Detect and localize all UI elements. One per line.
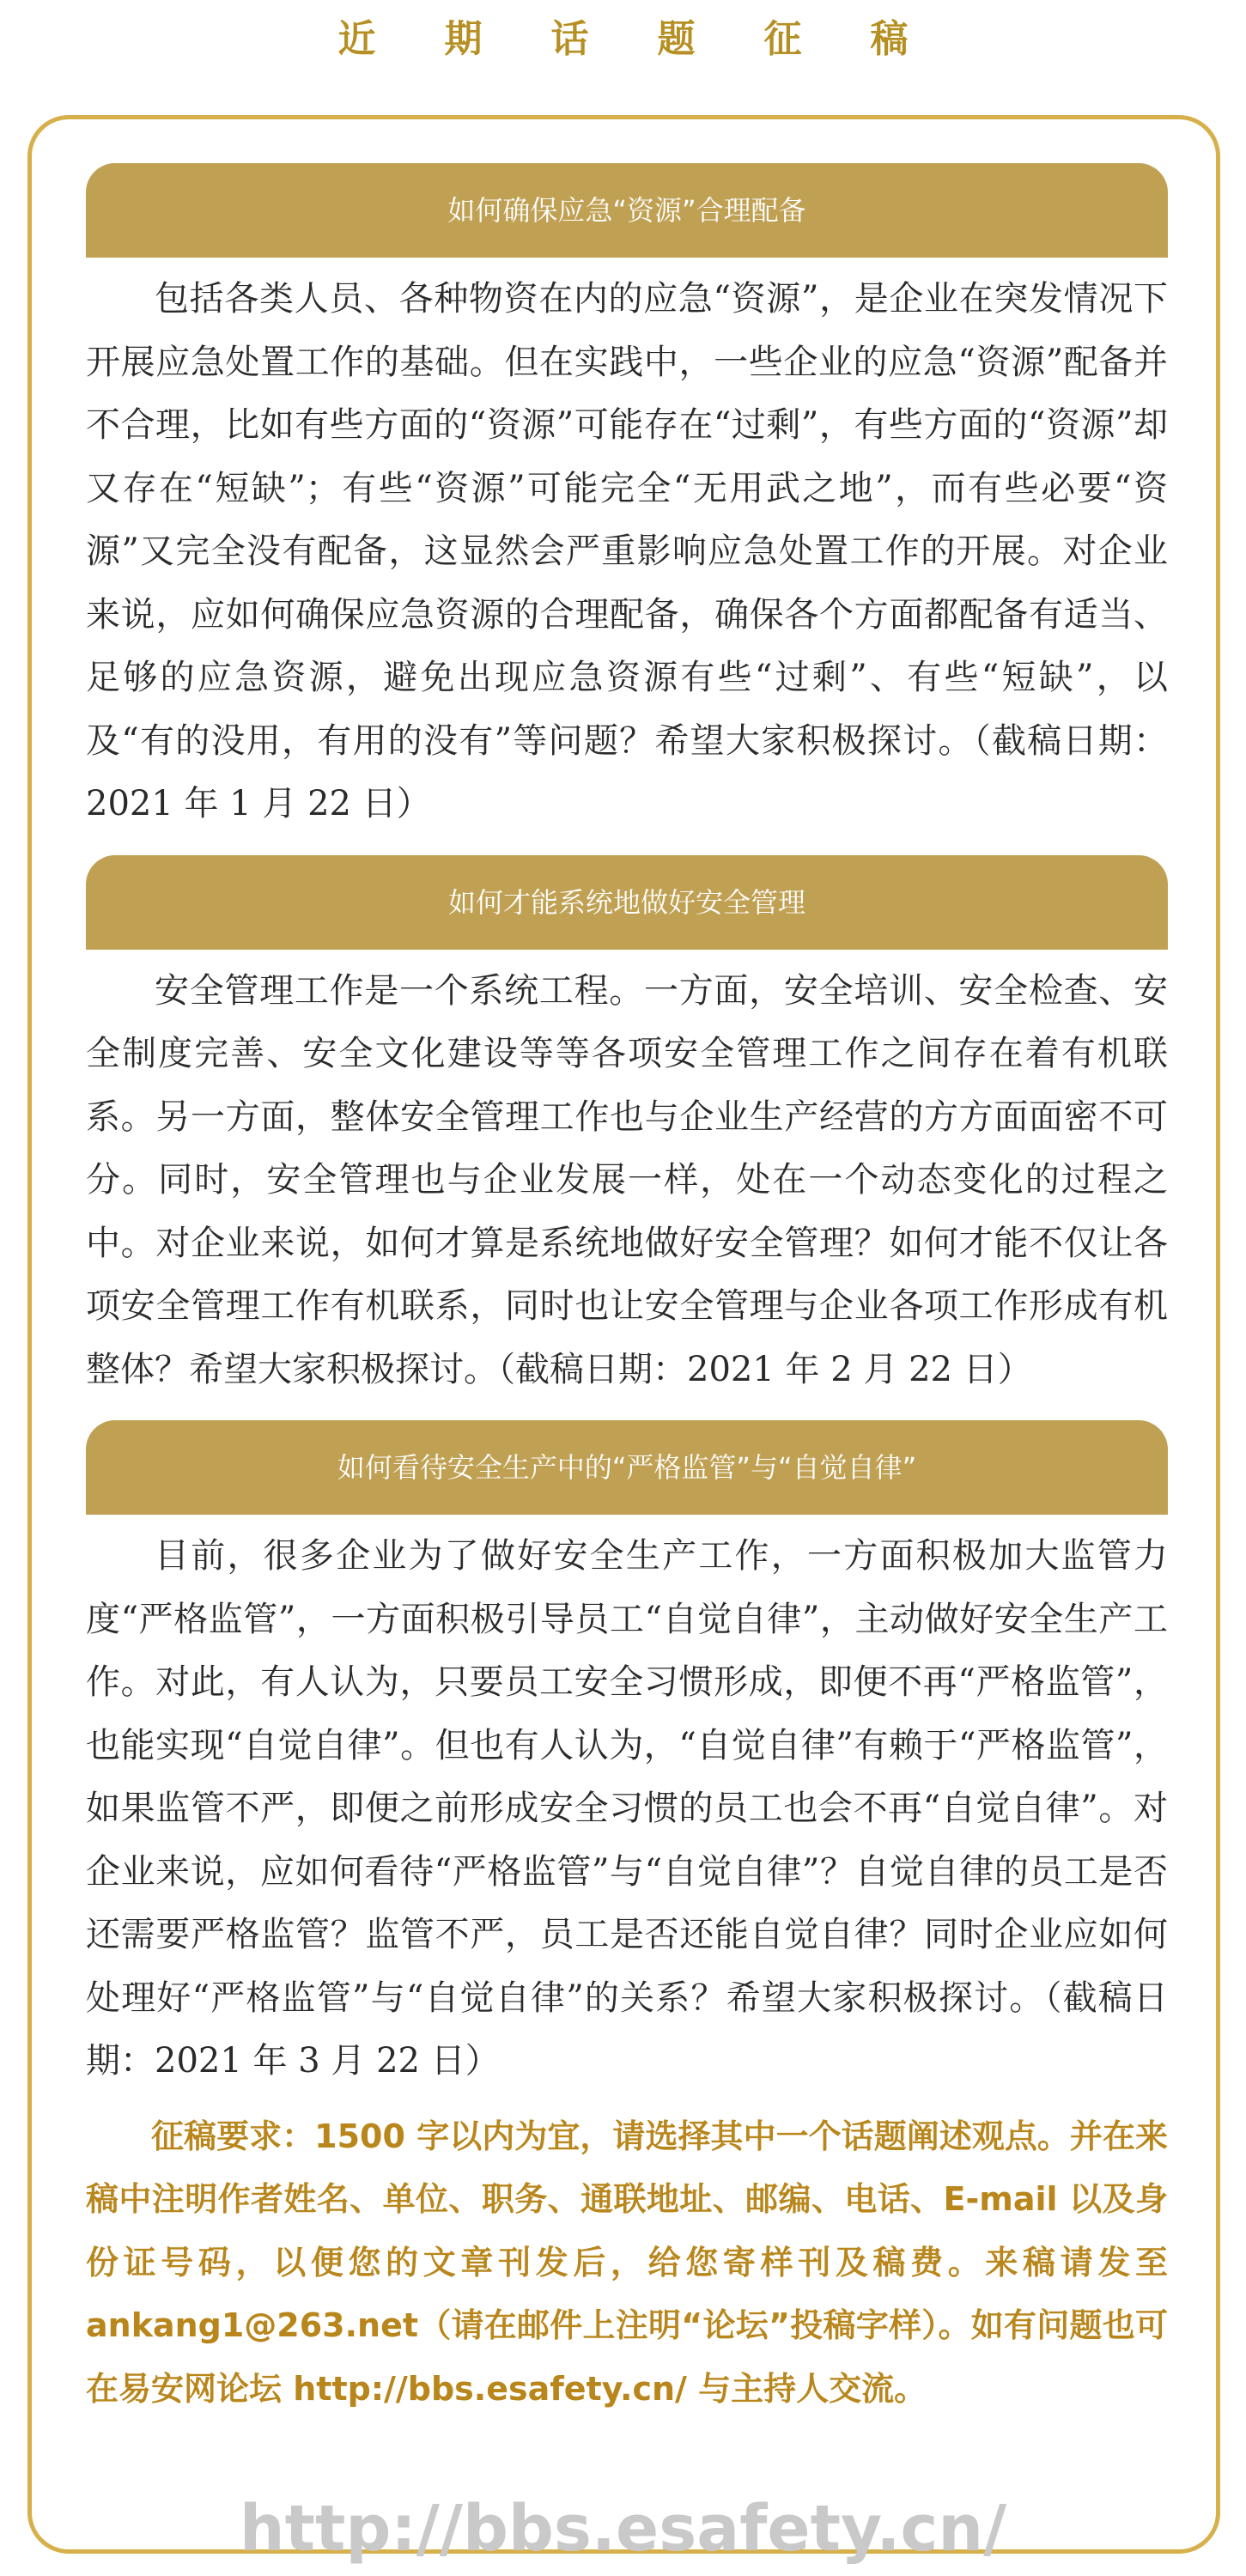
topic-1 <box>86 163 1168 836</box>
topic-title-banner: 如何才能系统地做好安全管理 <box>86 855 1168 950</box>
topic-body: 目前，很多企业为了做好安全生产工作，一方面积极加大监管力度“严格监管”，一方面积极引导员工“自觉自律”，主动做好安全生产工作。对此，有人认为，只要员工安全习惯形成，即便不再“严格监管”，也能实现“自觉自律”。但也有人认为，“自觉自律”有赖于“严格监管”，如果监管不严，即便之前形成安全习惯的员工也会不再“自觉自律”。对企业来说，应如何看待“严格监管”与“自觉自律”？自觉自律的员工是否还需要严格监管？监管不严，员工是否还能自觉自律？同时企业应如何处理好“严格监管”与“自觉自律”的关系？希望大家积极探讨。（截稿日期：2021 年 3 月 22 日） <box>86 1536 1168 2081</box>
topics-container <box>86 163 1168 2453</box>
submission-requirements: 征稿要求：1500 字以内为宜，请选择其中一个话题阐述观点。并在来稿中注明作者姓名、单位、职务、通联地址、邮编、电话、E-mail 以及身份证号码，以便您的文章刊发后，给您寄样刊及稿费。来稿请发至 ankang1@263.net（请在邮件上注明“论坛”投稿字样）。如有问题也可在易安网论坛 http://bbs.esafety.cn/ 与主持人交流。 <box>86 2117 1168 2408</box>
topic-body: 安全管理工作是一个系统工程。一方面，安全培训、安全检查、安全制度完善、安全文化建设等等各项安全管理工作之间存在着有机联系。另一方面，整体安全管理工作也与企业生产经营的方方面面密不可分。同时，安全管理也与企业发展一样，处在一个动态变化的过程之中。对企业来说，如何才算是系统地做好安全管理？如何才能不仅让各项安全管理工作有机联系，同时也让安全管理与企业各项工作形成有机整体？希望大家积极探讨。（截稿日期：2021 年 2 月 22 日） <box>86 970 1168 1389</box>
topic-title-banner: 如何确保应急“资源”合理配备 <box>86 163 1168 258</box>
topic-2 <box>86 855 1168 1402</box>
topic-title-banner: 如何看待安全生产中的“严格监管”与“自觉自律” <box>86 1420 1168 1515</box>
topic-body: 包括各类人员、各种物资在内的应急“资源”，是企业在突发情况下开展应急处置工作的基础。但在实践中，一些企业的应急“资源”配备并不合理，比如有些方面的“资源”可能存在“过剩”，有些方面的“资源”却又存在“短缺”；有些“资源”可能完全“无用武之地”，而有些必要“资源”又完全没有配备，这显然会严重影响应急处置工作的开展。对企业来说，应如何确保应急资源的合理配备，确保各个方面都配备有适当、足够的应急资源，避免出现应急资源有些“过剩”、有些“短缺”，以及“有的没用，有用的没有”等问题？希望大家积极探讨。（截稿日期：2021 年 1 月 22 日） <box>86 279 1168 823</box>
page-title: 近期话题征稿 <box>337 17 977 61</box>
topic-3 <box>86 1420 1168 2093</box>
watermark-url: http://bbs.esafety.cn/ <box>239 2492 1007 2566</box>
